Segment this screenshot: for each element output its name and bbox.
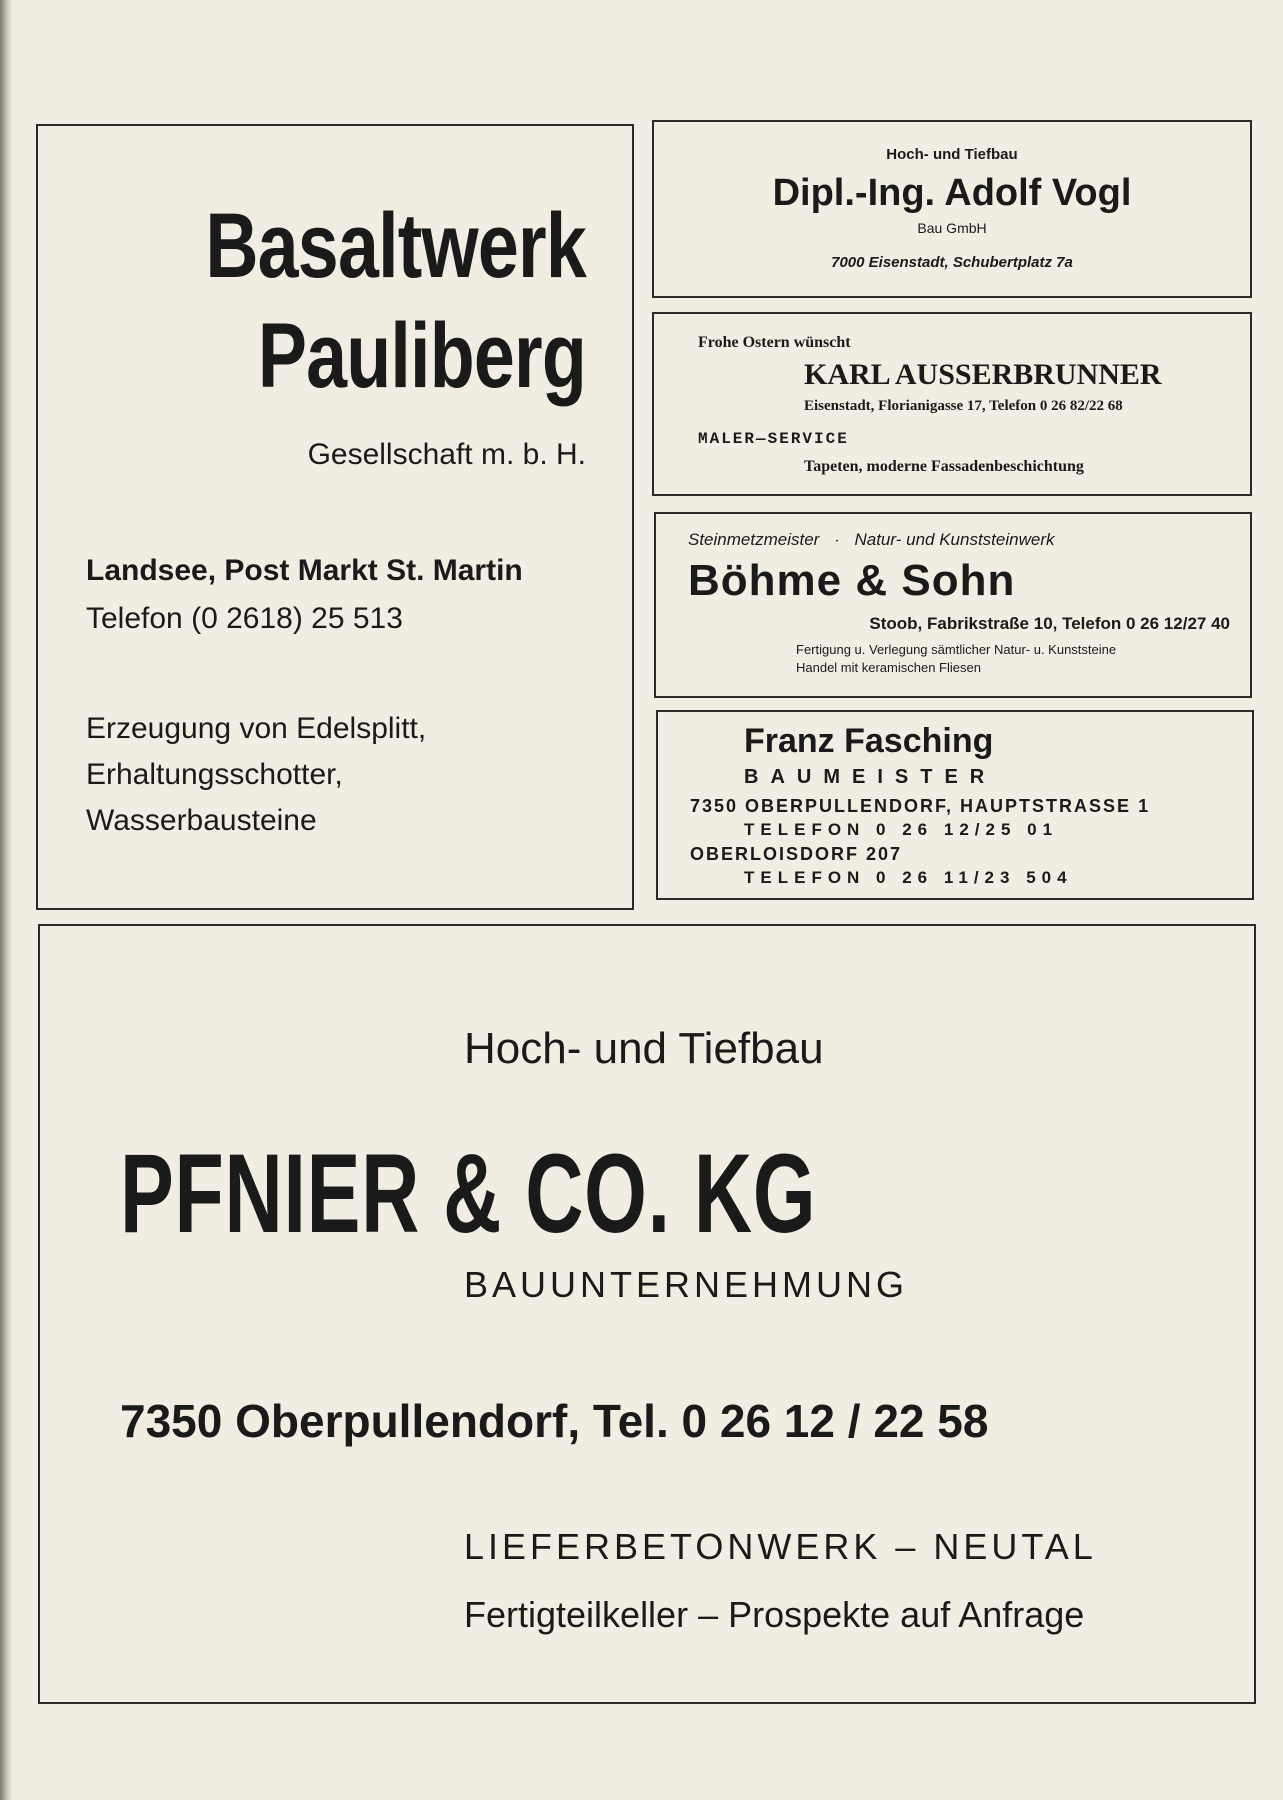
ad-product-line: Erhaltungsschotter, [86, 758, 343, 791]
ad-description: Fertigung u. Verlegung sämtlicher Natur- u. Kunststeine [796, 642, 1117, 657]
ad-adolf-vogl [652, 120, 1252, 298]
ad-company-name-line1: Basaltwerk [205, 195, 586, 297]
ad-services-desc: Tapeten, moderne Fassadenbeschichtung [804, 458, 1084, 475]
ad-product-line: Erzeugung von Edelsplitt, [86, 712, 427, 745]
ad-address: 7350 OBERPULLENDORF, HAUPTSTRASSE 1 [690, 796, 1151, 816]
ad-trade-separator: · [834, 530, 840, 549]
ad-phone: TELEFON 0 26 11/23 504 [744, 868, 1073, 887]
ad-company-name: Böhme & Sohn [688, 556, 1016, 605]
ad-basaltwerk-pauliberg [36, 124, 634, 910]
ad-address-phone: 7350 Oberpullendorf, Tel. 0 26 12 / 22 58 [120, 1395, 989, 1447]
ad-karl-ausserbrunner [652, 312, 1252, 496]
ad-company-name: Franz Fasching [744, 722, 994, 760]
ad-phone: TELEFON 0 26 12/25 01 [744, 820, 1059, 839]
ad-address: Stoob, Fabrikstraße 10, Telefon 0 26 12/27 40 [869, 614, 1230, 633]
ad-trade-line [688, 530, 1054, 550]
ad-description: Handel mit keramischen Fliesen [796, 660, 981, 675]
ad-company-name-line2: Pauliberg [257, 305, 586, 407]
ad-category: Hoch- und Tiefbau [464, 1024, 824, 1073]
ad-company-form: Gesellschaft m. b. H. [307, 438, 586, 471]
ad-company-name: PFNIER & CO. KG [120, 1131, 817, 1256]
ad-company-form: Bau GmbH [917, 220, 987, 236]
ad-title: BAUMEISTER [744, 766, 997, 788]
ad-offer: Fertigteilkeller – Prospekte auf Anfrage [464, 1594, 1085, 1635]
ad-address: Landsee, Post Markt St. Martin [86, 554, 523, 587]
ad-trade-left: Steinmetzmeister [688, 530, 820, 549]
ad-type: BAUUNTERNEHMUNG [464, 1264, 909, 1305]
ad-pfnier-co-kg [38, 924, 1256, 1704]
ad-greeting: Frohe Ostern wünscht [698, 334, 851, 351]
ad-service: MALER—SERVICE [698, 430, 849, 448]
ad-plant: LIEFERBETONWERK – NEUTAL [464, 1526, 1097, 1567]
page-binding-edge [0, 0, 12, 1800]
ad-company-name: Dipl.-Ing. Adolf Vogl [772, 172, 1132, 214]
ad-product-line: Wasserbausteine [86, 804, 317, 837]
ad-phone: Telefon (0 2618) 25 513 [86, 602, 403, 635]
ad-address: OBERLOISDORF 207 [690, 844, 903, 864]
ad-address: Eisenstadt, Florianigasse 17, Telefon 0 26 82/22 68 [804, 398, 1123, 414]
ad-company-name: KARL AUSSERBRUNNER [804, 358, 1162, 391]
ad-franz-fasching [656, 710, 1254, 900]
ad-boehme-und-sohn [654, 512, 1252, 698]
ad-category: Hoch- und Tiefbau [886, 146, 1018, 163]
ad-trade-right: Natur- und Kunststeinwerk [854, 530, 1055, 549]
ad-address: 7000 Eisenstadt, Schubertplatz 7a [831, 254, 1073, 271]
